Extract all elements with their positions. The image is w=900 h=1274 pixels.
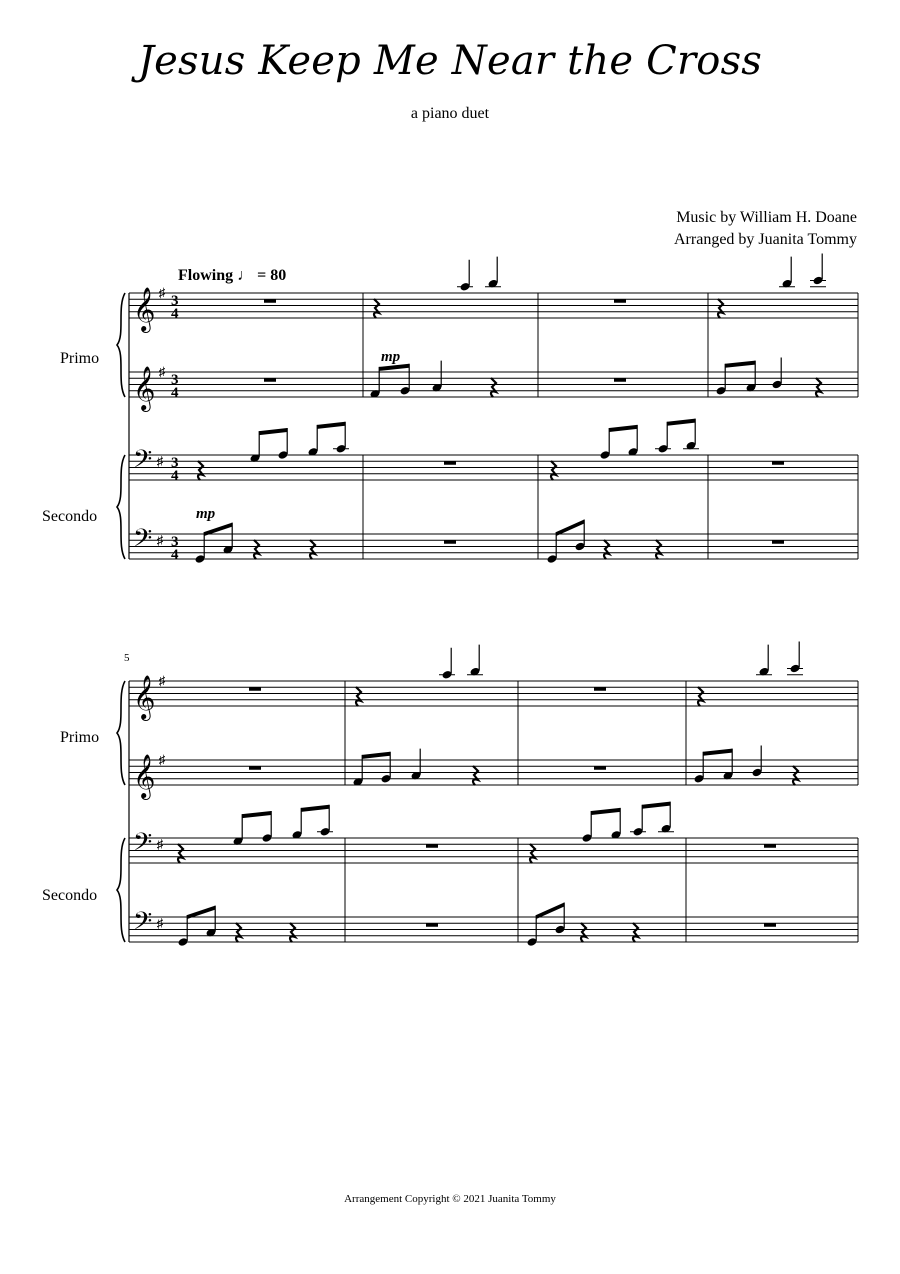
time-signature-numerator: 3 — [171, 293, 179, 309]
sharp-icon: ♯ — [158, 364, 166, 379]
time-signature-denominator: 4 — [171, 468, 179, 484]
brace-icon — [117, 681, 125, 785]
whole-rest-icon — [764, 923, 776, 927]
whole-rest-icon — [444, 461, 456, 465]
bass-clef-icon: 𝄢 — [133, 908, 153, 941]
note-beam — [667, 419, 695, 426]
whole-rest-icon — [614, 299, 626, 303]
quarter-rest-icon — [718, 299, 723, 318]
quarter-rest-icon — [356, 687, 361, 706]
whole-rest-icon — [264, 299, 276, 303]
bass-clef-icon: 𝄢 — [133, 829, 153, 862]
sharp-icon: ♯ — [156, 532, 164, 548]
quarter-rest-icon — [551, 461, 556, 480]
quarter-rest-icon — [254, 540, 259, 559]
sharp-icon: ♯ — [158, 752, 166, 767]
sharp-icon: ♯ — [156, 836, 164, 852]
note-beam — [591, 808, 620, 815]
quarter-rest-icon — [816, 378, 821, 397]
time-signature-denominator: 4 — [171, 385, 179, 401]
brace-icon — [117, 293, 125, 397]
dynamic-marking: mp — [381, 349, 401, 365]
time-signature-denominator: 4 — [171, 547, 179, 563]
dynamic-marking: mp — [196, 506, 216, 522]
treble-clef-icon: 𝄞 — [133, 368, 156, 410]
time-signature-numerator: 3 — [171, 534, 179, 550]
note-beam — [242, 811, 271, 818]
arranger-credit: Arranged by Juanita Tommy — [674, 231, 857, 248]
bass-clef-icon: 𝄢 — [133, 446, 153, 479]
copyright-notice: Arrangement Copyright © 2021 Juanita Tommy — [344, 1193, 556, 1205]
whole-rest-icon — [764, 844, 776, 848]
note-beam — [703, 749, 732, 756]
sharp-icon: ♯ — [156, 915, 164, 931]
sharp-icon: ♯ — [158, 673, 166, 688]
time-signature-numerator: 3 — [171, 455, 179, 471]
quarter-rest-icon — [633, 923, 638, 942]
sharp-icon: ♯ — [158, 285, 166, 300]
quarter-rest-icon — [698, 687, 703, 706]
quarter-rest-icon — [473, 766, 478, 785]
time-signature-denominator: 4 — [171, 306, 179, 322]
part-label-primo: Primo — [60, 729, 100, 746]
whole-rest-icon — [772, 461, 784, 465]
note-beam — [317, 422, 345, 429]
quarter-rest-icon — [491, 378, 496, 397]
score-subtitle: a piano duet — [410, 105, 490, 122]
brace-icon — [117, 455, 125, 559]
note-beam — [362, 752, 390, 759]
treble-clef-icon: 𝄞 — [133, 289, 156, 331]
quarter-rest-icon — [290, 923, 295, 942]
whole-rest-icon — [444, 540, 456, 544]
note-beam — [259, 428, 287, 435]
quarter-rest-icon — [310, 540, 315, 559]
sharp-icon: ♯ — [156, 453, 164, 469]
quarter-rest-icon — [793, 766, 798, 785]
quarter-rest-icon — [374, 299, 379, 318]
quarter-rest-icon — [236, 923, 241, 942]
bass-clef-icon: 𝄢 — [133, 525, 153, 558]
whole-rest-icon — [426, 844, 438, 848]
quarter-rest-icon — [530, 844, 535, 863]
quarter-rest-icon — [178, 844, 183, 863]
treble-clef-icon: 𝄞 — [133, 677, 156, 719]
measure-number: 5 — [124, 652, 130, 664]
whole-rest-icon — [249, 687, 261, 691]
whole-rest-icon — [594, 687, 606, 691]
score-title: Jesus Keep Me Near the Cross — [137, 38, 763, 84]
whole-rest-icon — [614, 378, 626, 382]
quarter-rest-icon — [656, 540, 661, 559]
note-beam — [725, 361, 755, 368]
tempo-marking: Flowing ♩ = 80 — [178, 267, 287, 284]
whole-rest-icon — [249, 766, 261, 770]
whole-rest-icon — [772, 540, 784, 544]
brace-icon — [117, 838, 125, 942]
quarter-rest-icon — [581, 923, 586, 942]
part-label-primo: Primo — [60, 350, 100, 367]
whole-rest-icon — [426, 923, 438, 927]
part-label-secondo: Secondo — [42, 508, 98, 525]
note-beam — [642, 802, 670, 809]
whole-rest-icon — [594, 766, 606, 770]
note-beam — [609, 425, 637, 432]
time-signature-numerator: 3 — [171, 372, 179, 388]
quarter-rest-icon — [604, 540, 609, 559]
treble-clef-icon: 𝄞 — [133, 756, 156, 798]
whole-rest-icon — [264, 378, 276, 382]
note-beam — [301, 805, 329, 812]
part-label-secondo: Secondo — [42, 887, 98, 904]
composer-credit: Music by William H. Doane — [676, 209, 857, 226]
quarter-rest-icon — [198, 461, 203, 480]
